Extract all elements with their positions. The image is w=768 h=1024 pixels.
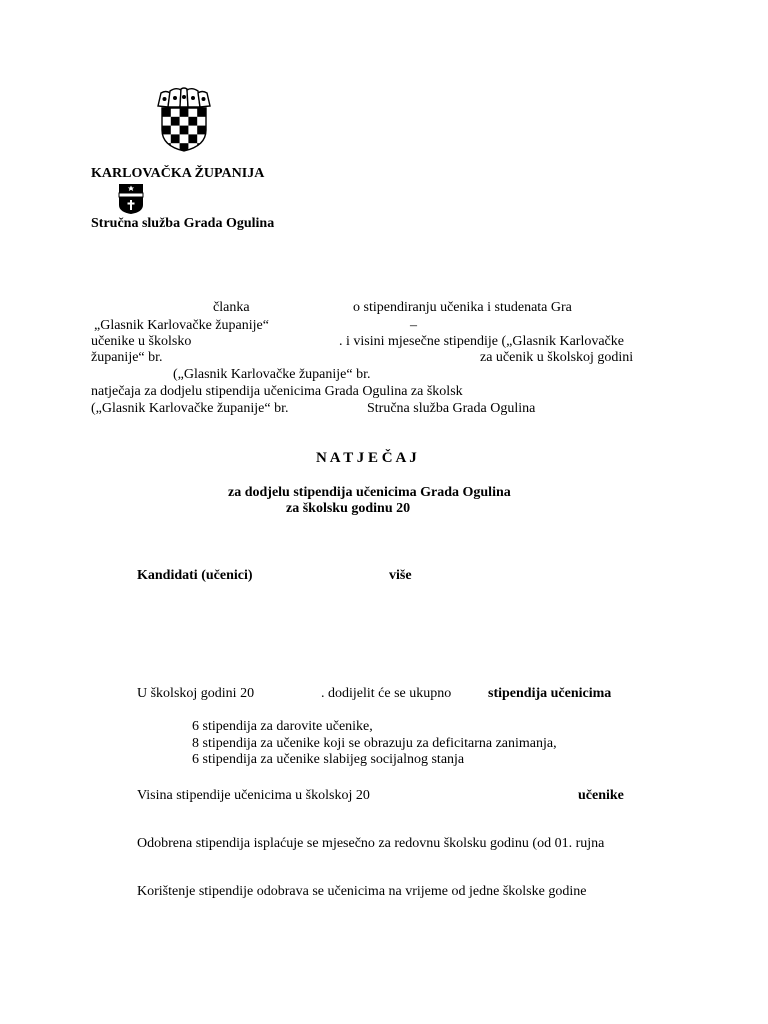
payment-text: Odobrena stipendija isplaćuje se mjesečno za redovnu školsku godinu (od 01. rujna — [137, 836, 605, 851]
intro-line-3a: učenike u školsko — [91, 334, 192, 349]
award-item-2: 8 stipendija za učenike koji se obrazuju za deficitarna zanimanja, — [192, 736, 557, 751]
subtitle-line-1: za dodjelu stipendija učenicima Grada Ogulina — [228, 485, 511, 500]
intro-line-1a: članka — [213, 300, 250, 315]
intro-line-7b: Stručna služba Grada Ogulina — [367, 401, 536, 416]
amount-text: Visina stipendije učenicima u školskoj 20 — [137, 788, 370, 803]
award-text-b: . dodijelit će se ukupno — [321, 686, 452, 701]
service-name: Stručna služba Grada Ogulina — [91, 216, 275, 231]
subtitle-line-2: za školsku godinu 20 — [286, 501, 411, 516]
intro-line-3b: . i visini mjesečne stipendije („Glasnik Karlovačke — [339, 334, 624, 349]
document-title: N A T J E Č A J — [316, 450, 417, 466]
croatian-coat-of-arms-icon — [156, 86, 212, 152]
intro-line-2a: „Glasnik Karlovačke županije“ — [94, 318, 269, 333]
intro-line-5: („Glasnik Karlovačke županije“ br. — [173, 367, 371, 382]
intro-line-4a: županije“ br. — [91, 350, 163, 365]
candidates-more: više — [389, 568, 412, 583]
award-text-a: U školskoj godini 20 — [137, 686, 255, 701]
candidates-label: Kandidati (učenici) — [137, 568, 253, 583]
award-item-1: 6 stipendija za darovite učenike, — [192, 719, 373, 734]
intro-line-1b: o stipendiranju učenika i studenata Gra — [353, 300, 572, 315]
karlovac-county-coat-of-arms-icon — [118, 183, 144, 215]
intro-line-6: natječaja za dodjelu stipendija učenicima Grada Ogulina za školsk — [91, 384, 463, 399]
intro-line-4b: za učenik u školskoj godini — [480, 350, 634, 365]
county-name: KARLOVAČKA ŽUPANIJA — [91, 166, 265, 181]
amount-bold: učenike — [578, 788, 624, 803]
intro-line-7a: („Glasnik Karlovačke županije“ br. — [91, 401, 289, 416]
award-item-3: 6 stipendija za učenike slabijeg socijalnog stanja — [192, 752, 465, 767]
award-text-bold: stipendija učenicima — [488, 686, 612, 701]
usage-text: Korištenje stipendije odobrava se učenicima na vrijeme od jedne školske godine — [137, 884, 587, 899]
intro-line-2b: – — [410, 318, 417, 333]
